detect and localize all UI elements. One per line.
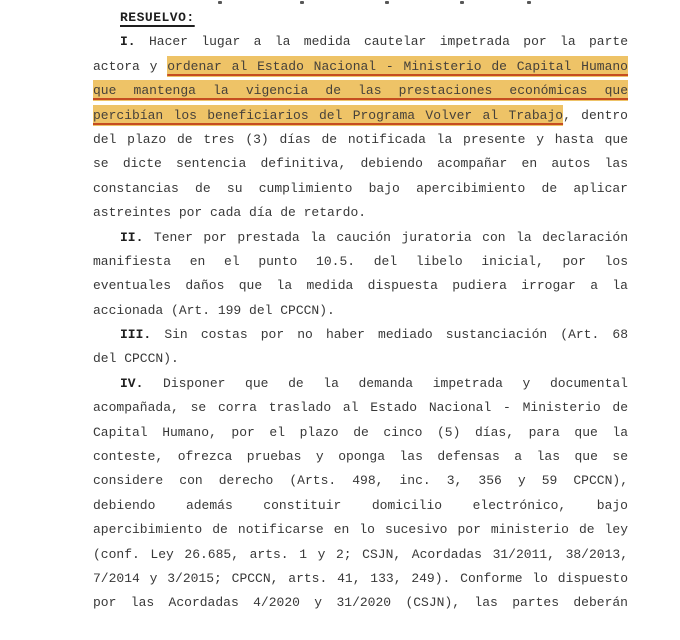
document-line	[93, 55, 628, 79]
document-text: Capital Humano, por el plazo de cinco (5) días, para que la	[93, 424, 628, 440]
document-text: constancias de su cumplimiento bajo apercibimiento de aplicar	[93, 180, 628, 196]
document-text: actora y	[93, 58, 168, 74]
document-line	[93, 567, 628, 591]
document-line	[93, 323, 628, 347]
highlighted-text: percibían los beneficiarios del Programa Volver al Trabajo	[93, 105, 563, 126]
document-text: accionada (Art. 199 del CPCCN).	[93, 302, 335, 318]
document-text: , dentro	[563, 107, 628, 123]
item-number: II.	[120, 229, 144, 245]
document-text: eventuales daños que la medida dispuesta pudiera irrogar a la	[93, 278, 628, 294]
document-text: apercibimiento de notificarse en lo sucesivo por ministerio de ley	[93, 522, 628, 538]
document-line	[93, 299, 628, 323]
document-text: manifiesta en el punto 10.5. del libelo inicial, por los	[93, 253, 628, 269]
highlighted-text: ordenar al Estado Nacional - Ministerio de Capital Humano	[167, 56, 628, 77]
document-line	[93, 591, 628, 615]
clipped-text-fragment	[218, 1, 222, 4]
document-text: 7/2014 y 3/2015; CPCCN, arts. 41, 133, 249). Conforme lo dispuesto	[93, 570, 628, 586]
document-line	[93, 30, 628, 54]
document-text: se dicte sentencia definitiva, debiendo acompañar en autos las	[93, 156, 628, 172]
document-text: (conf. Ley 26.685, arts. 1 y 2; CSJN, Acordadas 31/2011, 38/2013,	[93, 546, 628, 562]
document-text: del CPCCN).	[93, 351, 179, 367]
document-line	[93, 226, 628, 250]
clipped-text-fragment	[460, 1, 464, 4]
document-text: Tener por prestada la caución juratoria con la declaración	[143, 229, 628, 245]
item-number: III.	[120, 327, 152, 343]
resuelvo-heading-text: RESUELVO:	[120, 10, 195, 25]
document-line	[93, 104, 628, 128]
document-line	[93, 445, 628, 469]
document-text: considere con derecho (Arts. 498, inc. 3, 356 y 59 CPCCN),	[93, 473, 628, 489]
document-line	[93, 421, 628, 445]
clipped-previous-line	[93, 0, 628, 6]
document-text: debiendo además constituir domicilio electrónico, bajo	[93, 497, 628, 513]
document-line	[93, 274, 628, 298]
document-text: por las Acordadas 4/2020 y 31/2020 (CSJN), las partes deberán	[93, 595, 628, 611]
document-body	[93, 30, 628, 615]
document-line	[93, 79, 628, 103]
document-text: conteste, ofrezca pruebas y oponga las defensas a las que se	[93, 449, 628, 465]
document-text: acompañada, se corra traslado al Estado Nacional - Ministerio de	[93, 400, 628, 416]
document-line	[93, 152, 628, 176]
document-line	[93, 396, 628, 420]
document-line	[93, 518, 628, 542]
clipped-text-fragment	[385, 1, 389, 4]
document-line	[93, 494, 628, 518]
document-line	[93, 250, 628, 274]
document-line	[93, 372, 628, 396]
document-line	[93, 177, 628, 201]
item-number: IV.	[120, 375, 144, 391]
resuelvo-heading	[93, 6, 628, 30]
document-text: Hacer lugar a la medida cautelar impetrada por la parte	[135, 34, 628, 50]
document-line	[93, 543, 628, 567]
document-text: astreintes por cada día de retardo.	[93, 205, 367, 221]
clipped-text-fragment	[527, 1, 531, 4]
highlighted-text: que mantenga la vigencia de las prestaciones económicas que	[93, 80, 628, 101]
document-line	[93, 469, 628, 493]
clipped-text-fragment	[300, 1, 304, 4]
document-text: del plazo de tres (3) días de notificada la presente y hasta que	[93, 131, 628, 147]
document-text: Sin costas por no haber mediado sustanciación (Art. 68	[151, 327, 628, 343]
document-line	[93, 201, 628, 225]
document-text: Disponer que de la demanda impetrada y documental	[143, 375, 628, 391]
item-number: I.	[120, 34, 136, 50]
document-line	[93, 347, 628, 371]
document-line	[93, 128, 628, 152]
